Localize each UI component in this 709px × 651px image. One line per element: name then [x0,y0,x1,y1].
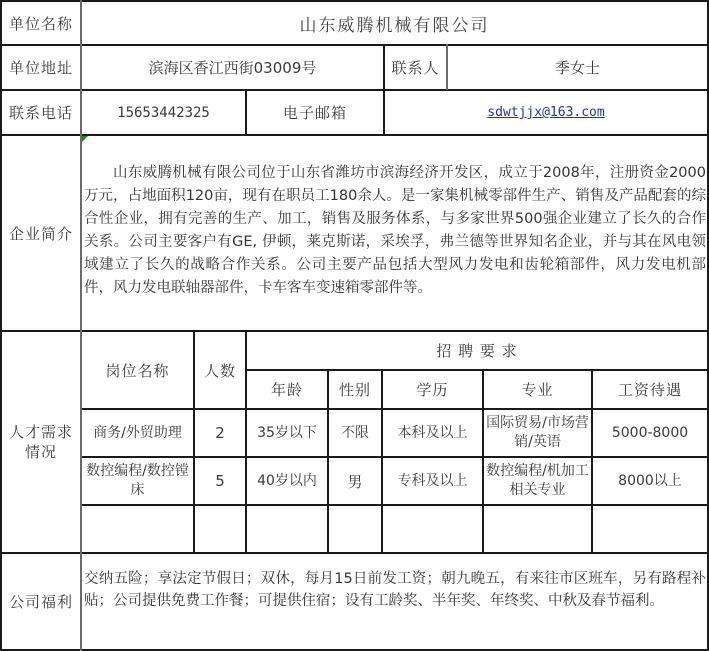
benefits-label: 公司福利 [8,593,73,611]
row2-gender: 男 [347,472,363,491]
row3-education [383,506,482,552]
grid-line [0,134,709,136]
header-education: 学历 [416,381,449,399]
talent-label [2,332,80,552]
contact-label: 联系人 [391,59,440,77]
row2-salary: 8000以上 [618,472,682,489]
email-cell [385,91,707,134]
row2-count: 5 [215,472,225,490]
intro-text: 山东威腾机械有限公司位于山东省潍坊市滨海经济开发区，成立于2008年，注册资金2000万元，占地面积120亩，现有在职员工180余人。是一家集机械零部件生产、销售及产品配套的综合性企业，拥有完善的生产、加工，销售及服务体系，与多家世界500强企业建立了长久的合作关系。公司主要客户有GE, 伊顿，莱克斯诺，采埃孚，弗兰德等世界知名企业，并与其在风电领域建立了长久的战略合作关系。公司主要产品包括大型风力发电和齿轮箱部件，风力发电机部件，风力发电联轴器部件，卡车客车变速箱零部件等。 [84,165,706,296]
benefits-text: 交纳五险；享法定节假日；双休，每月15日前发工资；朝九晚五，有来往市区班车，另有路程补贴；公司提供免费工作餐；可提供住宿；设有工龄奖、半年奖、年终奖、中秋及春节福利。 [84,571,706,609]
row1-salary: 5000-8000 [611,424,689,441]
header-position: 岗位名称 [105,361,170,380]
contact-value: 季女士 [554,59,600,77]
row3-position [82,506,193,552]
address-value: 滨海区香江西街03009号 [148,59,317,77]
header-age: 年龄 [270,381,303,399]
row3-count [195,506,245,552]
email-label: 电子邮箱 [282,104,347,122]
address-label: 单位地址 [8,59,73,77]
row2-education: 专科及以上 [397,472,468,489]
grid-line [0,552,709,554]
phone-label: 联系电话 [8,104,73,122]
phone-value: 15653442325 [117,104,210,121]
header-gender: 性别 [338,381,371,399]
row1-gender: 不限 [341,424,369,441]
row3-major [484,506,591,552]
company-name-label: 单位名称 [8,14,73,33]
cell-comment-marker-icon [82,136,88,142]
row1-age: 35岁以下 [257,424,317,441]
header-salary: 工资待遇 [617,381,682,399]
row2-age: 40岁以内 [257,472,317,489]
row3-gender [329,506,381,552]
header-major: 专业 [521,381,554,399]
row1-major: 国际贸易/市场营销/英语 [486,415,589,450]
row1-education: 本科及以上 [397,424,468,441]
row2-major: 数控编程/机加工相关专业 [486,463,589,498]
row3-salary [593,506,707,552]
row1-count: 2 [215,424,225,442]
row3-age [247,506,327,552]
talent-label-text: 人才需求情况 [8,423,73,461]
header-requirements: 招 聘 要 求 [436,342,518,360]
row1-position: 商务/外贸助理 [93,424,182,441]
header-count: 人数 [203,361,236,380]
email-link[interactable]: sdwtjjx@163.com [487,105,605,120]
intro-label: 企业简介 [8,224,73,243]
row2-position: 数控编程/数控镗床 [86,463,189,498]
company-name: 山东威腾机械有限公司 [299,15,490,36]
